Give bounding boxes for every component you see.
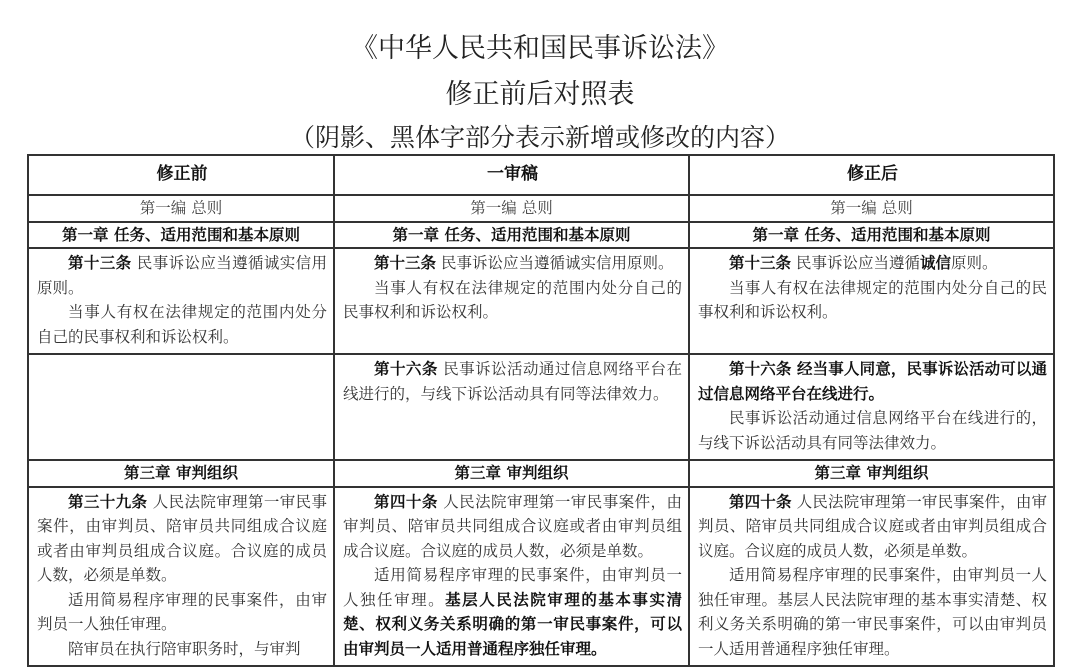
part-heading: 第一编 总则	[28, 195, 334, 222]
text: 人民法院审理第一审民事案件，由审判员、陪审员共同组成合议庭或者由审判员组成合议庭。合议庭的成员人数，必须是单数。	[37, 492, 327, 584]
paragraph	[698, 490, 1047, 564]
paragraph	[37, 490, 327, 588]
cell-before	[28, 248, 334, 354]
bold-text: 第十三条	[729, 254, 792, 272]
bold-text: 诚信	[919, 254, 951, 272]
bold-text: 基层人民法院审理的基本事实清楚、权利义务关系明确的第一审民事案件，可以由审判员一人适用普通程序独任审理。	[343, 590, 682, 658]
cell-after	[689, 487, 1054, 667]
paragraph	[343, 251, 682, 276]
paragraph	[698, 251, 1047, 276]
paragraph	[37, 251, 327, 300]
bold-text: 第十三条	[374, 254, 437, 272]
cell-after	[689, 354, 1054, 460]
paragraph	[37, 588, 327, 637]
document-note: （阴影、黑体字部分表示新增或修改的内容）	[289, 123, 790, 152]
paragraph	[698, 276, 1047, 325]
paragraph	[343, 490, 682, 564]
paragraph	[37, 637, 327, 662]
chapter-heading: 第一章 任务、适用范围和基本原则	[334, 222, 689, 249]
header-after: 修正后	[689, 155, 1054, 195]
header-before: 修正前	[28, 155, 334, 195]
paragraph	[343, 357, 682, 406]
paragraph	[698, 563, 1047, 661]
text: 民事诉讼活动通过信息网络平台在线进行的，与线下诉讼活动具有同等法律效力。	[698, 409, 1047, 452]
part-heading: 第一编 总则	[334, 195, 689, 222]
text: 陪审员在执行陪审职务时，与审判	[68, 639, 301, 658]
text: 民事诉讼应当遵循诚实信用原则。	[436, 254, 674, 272]
article-row	[28, 487, 1054, 667]
header-row	[28, 155, 1054, 195]
paragraph	[343, 276, 682, 325]
document-subtitle: 修正前后对照表	[445, 79, 635, 110]
bold-text: 第四十条	[374, 492, 438, 511]
chapter-heading: 第三章 审判组织	[28, 460, 334, 487]
cell-after	[689, 248, 1054, 354]
chapter-row	[28, 460, 1054, 487]
text: 当事人有权在法律规定的范围内处分自己的民事权利和诉讼权利。	[343, 278, 682, 321]
cell-before	[28, 354, 334, 460]
paragraph	[37, 300, 327, 349]
cell-draft	[334, 248, 689, 354]
text: 适用简易程序审理的民事案件，由审判员一人独任审理。基层人民法院审理的基本事实清楚、权利义务关系明确的第一审民事案件，可以由审判员一人适用普通程序独任审理。	[698, 566, 1047, 658]
bold-text: 第十六条 经当事人同意，民事诉讼活动可以通过信息网络平台在线进行。	[698, 360, 1047, 403]
chapter-heading: 第三章 审判组织	[689, 460, 1054, 487]
header-draft: 一审稿	[334, 155, 689, 195]
paragraph	[343, 563, 682, 661]
text: 当事人有权在法律规定的范围内处分自己的民事权利和诉讼权利。	[37, 303, 327, 346]
cell-draft	[334, 354, 689, 460]
cell-before	[28, 487, 334, 667]
text: 原则。	[950, 254, 998, 272]
bold-text: 第十三条	[68, 254, 132, 272]
part-heading: 第一编 总则	[689, 195, 1054, 222]
text: 当事人有权在法律规定的范围内处分自己的民事权利和诉讼权利。	[698, 278, 1047, 321]
article-row	[28, 248, 1054, 354]
bold-text: 第三十九条	[68, 492, 148, 511]
part-row	[28, 195, 1054, 222]
article-row	[28, 354, 1054, 460]
text: 民事诉讼应当遵循诚实信用原则。	[37, 254, 327, 297]
text: 民事诉讼活动通过信息网络平台在线进行的，与线下诉讼活动具有同等法律效力。	[343, 360, 682, 403]
text: 民事诉讼应当遵循	[791, 254, 920, 272]
text: 适用简易程序审理的民事案件，由审判员一人独任审理。	[37, 590, 327, 633]
bold-text: 第十六条	[374, 360, 438, 378]
comparison-table	[27, 154, 1055, 667]
bold-text: 第四十条	[729, 492, 792, 511]
paragraph	[698, 357, 1047, 406]
chapter-heading: 第一章 任务、适用范围和基本原则	[689, 222, 1054, 249]
chapter-heading: 第一章 任务、适用范围和基本原则	[28, 222, 334, 249]
text: 人民法院审理第一审民事案件，由审判员、陪审员共同组成合议庭或者由审判员组成合议庭。合议庭的成员人数，必须是单数。	[343, 492, 682, 560]
chapter-row	[28, 222, 1054, 249]
paragraph	[698, 406, 1047, 455]
document-title: 《中华人民共和国民事诉讼法》	[351, 33, 729, 64]
chapter-heading: 第三章 审判组织	[334, 460, 689, 487]
cell-draft	[334, 487, 689, 667]
text: 适用简易程序审理的民事案件，由审判员一人独任审理。	[343, 566, 682, 609]
text: 人民法院审理第一审民事案件，由审判员、陪审员共同组成合议庭或者由审判员组成合议庭。合议庭的成员人数，必须是单数。	[698, 492, 1047, 560]
